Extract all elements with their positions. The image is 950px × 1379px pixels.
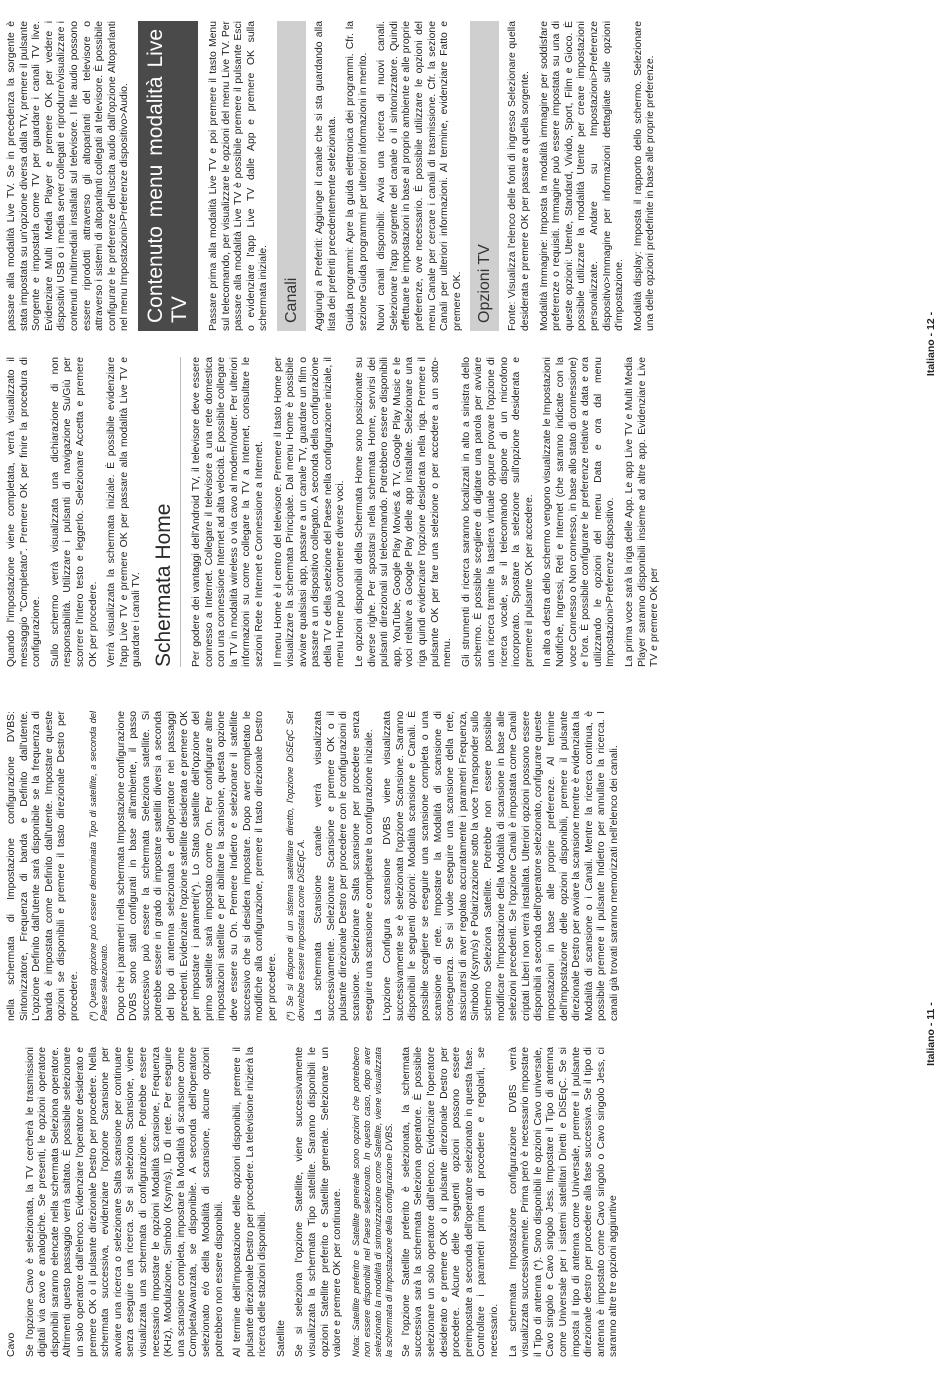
page-11-column-left <box>6 1047 911 1357</box>
page-12-column-right <box>6 21 911 331</box>
heading-live-tv-menu: Contenuto menu modalità Live TV <box>138 21 198 331</box>
page-11-column-right <box>6 711 911 1021</box>
paragraph: La prima voce sarà la riga delle App. Le app Live TV e Multi Media Player saranno disponibili insieme ad altre app. Evidenziare Live TV e premere OK per <box>623 357 661 667</box>
paragraph: passare alla modalità Live TV. Se in precedenza la sorgente è stata impostata su un'opzione diversa dalla TV, premere il pulsante Sorgente e impostarla come TV per guardare i canali TV live. Evidenziare Multi Media Player e premere OK per vedere i dispositivi USB o i media server collegati e riprodurre/visualizzare i contenuti multimediali installati sul televisore. I file audio possono essere riprodotti attraverso gli altoparlanti del televisore o attraverso i sistemi di altoparlanti collegati al televisore. È possibile configurare le preferenze dell'uscita audio dall'opzione Altoparlanti nel menu Impostazioni>Preferenze dispositivo>Audio. <box>6 21 131 331</box>
heading-schermata-home: Schermata Home <box>152 357 181 667</box>
page-11-columns <box>6 711 911 1357</box>
section-title-satellite: Satellite <box>275 1320 287 1357</box>
note: Nota: Satellite preferito e Satellite generale sono opzioni che potrebbero non essere disponibili nel Paese selezionato. In questo caso, dopo aver selezionato la modalità di sintonizzazione come Satellite, viene visualizzata la schermata di Impostazione della configurazione DVBS. <box>350 1047 394 1357</box>
paragraph: L'opzione Configura scansione DVBS viene visualizzata successivamente se è selezionata l'opzione Scansione. Saranno disponibili le seguenti opzioni: Modalità scansione e Canali. È possibile scegliere se eseguire una scansione completa o una scansione di rete. Impostare la Modalità di scansione di conseguenza. Se si vuole eseguire una scansione della rete, assicurarsi di aver regolato accuratamente i parametri Frequenza, Simbolo (Ksym/s) e Polarizzazione sotto la voce Transponder sullo schermo Seleziona Satellite. Potrebbe non essere possibile modificare l'impostazione della Modalità di scansione in base alle selezioni precedenti. Se l'opzione Canali è impostata come Canali criptati Liberi non verrà installata. Ulteriori opzioni possono essere disponibili a seconda dell'operatore selezionato, configurare queste impostazioni in base alle proprie preferenze. Al termine dell'impostazione delle opzioni disponibili, premere il pulsante direzionale Destro per avviare la scansione mentre è evidenziata la Modalità di scansione o i Canali. Mentre la ricerca continua, è possibile premere il pulsante Indietro per annullare la ricerca. I canali già trovati saranno memorizzati nell'elenco dei canali. <box>382 711 620 1021</box>
paragraph: Gli strumenti di ricerca saranno localizzati in alto a sinistra dello schermo. È possibile scegliere di digitare una parola per avviare una ricerca tramite la tastiera virtuale oppure provare l'opzione di ricerca vocale, se il telecomando dispone di un microfono incorporato. Spostare la selezione sull'opzione desiderata e premere il pulsante OK per accedere. <box>460 357 535 667</box>
paragraph: In alto a destra dello schermo vengono visualizzate le Impostazioni Notifiche, Ingressi, Reti e Internet (che saranno indicate con la voce Connesso o Non connesso, in base allo stato di connessione) e l'ora. È possibile configurare le preferenze relative a data e ora utilizzando le opzioni del menu Data e ora dal menu Impostazioni>Preferenze dispositivo. <box>542 357 617 667</box>
paragraph: Quando l'impostazione viene completata, verrà visualizzato il messaggio "Completato". Premere OK per finire la procedura di configurazione. <box>6 357 43 667</box>
paragraph: Aggiungi a Preferiti: Aggiunge il canale che si sta guardando alla lista dei preferiti precedentemente selezionata. <box>313 21 338 331</box>
paragraph: Se si seleziona l'opzione Satellite, viene successivamente visualizzata la schermata Tipo satellite. Saranno disponibili le opzioni Satellite preferito e Satellite generale. Selezionare un valore e premere OK per continuare. <box>294 1047 344 1357</box>
section-title-cavo: Cavo <box>6 1332 17 1357</box>
paragraph: Nuovi canali disponibili: Avvia una ricerca di nuovi canali. Selezionare l'app sorgente del canale o il sintonizzatore. Quindi effettuare le impostazioni in base al proprio ambiente e alle proprie preferenze, ove necessario. È possibile utilizzare le opzioni del menu Canale per cercare i canali di trasmissione. Cfr. la sezione Canali per ulteriori informazioni. Al termine, evidenziare Fatto e premere OK. <box>376 21 463 331</box>
note: (*) Se si dispone di un sistema satellitare diretto, l'opzione DiSEqC Set dovrebbe essere impostata come DiSEqC A. <box>285 711 307 1021</box>
note: (*) Questa opzione può essere denominata Tipo di satellite, a seconda del Paese selezionato. <box>87 711 109 1021</box>
heading-opzioni-tv: Opzioni TV <box>470 21 499 331</box>
paragraph: Sullo schermo verrà visualizzata una dichiarazione di non responsabilità. Utilizzare i pulsanti di navigazione Su/Giù per scorrere l'intero testo e leggerlo. Selezionare Accetta e premere OK per procedere. <box>49 357 99 667</box>
paragraph: Modalità Immagine: Imposta la modalità immagine per soddisfare preferenze o requisiti. Immagine può essere impostata su una di queste opzioni: Utente, Standard, Vivido, Sport, Film e Gioco. È possibile utilizzare la modalità Utente per creare impostazioni personalizzate. Andare su Impostazioni>Preferenze dispositivo>Immagine per informazioni dettagliate sulle opzioni d'impostazione. <box>538 21 626 331</box>
heading-canali: Canali <box>277 21 306 331</box>
page-12 <box>0 0 950 689</box>
paragraph: nella schermata di Impostazione configurazione DVBS: Sintonizzatore, Frequenza di banda e Definito dall'utente. L'opzione Definito dall'utente sarà disponibile se la frequenza di banda è impostata come Definito dall'utente. Impostare queste opzioni se disponibili e premere il tasto direzionale Destro per procedere. <box>6 711 80 1021</box>
paragraph: Guida programmi: Apre la guida elettronica dei programmi. Cfr. la sezione Guida programmi per ulteriori informazioni in merito. <box>345 21 369 331</box>
paragraph: Se l'opzione Cavo è selezionata, la TV cercherà le trasmissioni digitali via cavo e analogiche. Se presenti, le opzioni operatore disponibili saranno elencate nella schermata Seleziona operatore. Altrimenti questo passaggio verrà saltato. È possibile selezionare un solo operatore dall'elenco. Evidenziare l'operatore desiderato e premere OK o il pulsante direzionale Destro per procedere. Nella schermata successiva, evidenziare l'opzione Scansione per avviare una ricerca o selezionare Salta scansione per continuare senza eseguire una ricerca. Se si seleziona Scansione, viene visualizzata una schermata di configurazione. Potrebbe essere necessario impostare le opzioni Modalità scansione, Frequenza (KHz), Modulazione, Simbolo (Ksym/s), ID di rete. Per eseguire una scansione completa, impostare la Modalità di scansione come Completa/Avanzata, se disponibile. A seconda dell'operatore selezionato e/o della Modalità di scansione, alcune opzioni potrebbero non essere disponibili. <box>24 1047 225 1357</box>
paragraph: Se l'opzione Satellite preferito è selezionata, la schermata successiva sarà la schermata Seleziona operatore. È possibile selezionare un solo operatore dall'elenco. Evidenziare l'operatore desiderato e premere OK o il pulsante direzionale Destro per procedere. Alcune delle seguenti opzioni possono essere preimpostate a seconda dell'operatore selezionato in questa fase. Controllare i parametri prima di procedere e regolarli, se necessario. <box>400 1047 500 1357</box>
paragraph: Passare prima alla modalità Live TV e poi premere il tasto Menu sul telecomando, per visualizzare le opzioni del menu Live TV. Per passare alla modalità Live TV è possibile premere il pulsante Esci o evidenziare l'app Live TV dalle App e premere OK sulla schermata iniziale. <box>207 21 270 331</box>
page-12-columns <box>6 21 911 667</box>
paragraph: La schermata Impostazione configurazione DVBS verrà visualizzata successivamente. Prima però è necessario impostare il Tipo di antenna (*). Sono disponibili le opzioni Cavo universale, Cavo singolo e Cavo singolo Jess. Impostare il Tipo di antenna come Universale per i sistemi satellitari Diretti e DiSEqC. Se si imposta il tipo di antenna come Universale, premere il pulsante direzionale destro per procedere alla fase successiva. Se il tipo di antenna è impostato come Cavo singolo o Cavo singolo Jess, ci saranno altre tre opzioni aggiuntive <box>507 1047 620 1357</box>
paragraph: Le opzioni disponibili della Schermata Home sono posizionate su diverse righe. Per spostarsi nella schermata Home, servirsi dei pulsanti direzionali sul telecomando. Potrebbero essere disponibili app, YouTube, Google Play Movies & TV, Google Play Music e le voci relative a Google Play delle app installate. Selezionare una riga quindi evidenziare l'opzione desiderata nella riga. Premere il pulsante OK per fare una selezione o per accedere a un sotto-menu. <box>354 357 454 667</box>
paragraph: Per godere dei vantaggi dell'Android TV, il televisore deve essere connesso a Internet. Collegare il televisore a una rete domestica con una connessione Internet ad alta velocità. È possibile collegare la TV in modalità wireless o via cavo al modem/router. Per ulteriori informazioni su come collegare la TV a Internet, consultare le sezioni Rete e Internet e Connessione a Internet. <box>190 357 265 667</box>
paragraph: Il menu Home è il centro del televisore. Premere il tasto Home per visualizzare la schermata Principale. Dal menu Home è possibile avviare qualsiasi app, passare a un canale TV, guardare un film o passare a un dispositivo collegato. A seconda della configurazione della TV e della selezione del Paese nella configurazione iniziale, il menu Home può contenere diverse voci. <box>272 357 347 667</box>
paragraph: Al termine dell'impostazione delle opzioni disponibili, premere il pulsante direzionale Destro per procedere. La televisione inizierà la ricerca delle stazioni disponibili. <box>232 1047 269 1357</box>
paragraph: Verrà visualizzata la schermata iniziale. È possibile evidenziare l'app Live TV e premere OK per passare alla modalità Live TV e guardare i canali TV. <box>106 357 143 667</box>
page-footer: Italiano - 12 - <box>925 311 937 377</box>
paragraph: Modalità display: Imposta il rapporto dello schermo. Selezionare una delle opzioni predefinite in base alle proprie preferenze. <box>632 21 657 331</box>
page-12-column-left <box>6 357 911 667</box>
paragraph: Fonte: Visualizza l'elenco delle fonti di ingresso Selezionare quella desiderata e premere OK per passare a quella sorgente. <box>507 21 532 331</box>
paragraph: Dopo che i parametri nella schermata Impostazione configurazione DVBS sono stati configurati in base all'ambiente, il passo successivo può essere la schermata Seleziona satellite. Si potrebbe essere in grado di impostare satelliti diversi a seconda del tipo di antenna selezionata e dell'operatore nei passaggi precedenti. Evidenziare l'opzione satellite desiderata e premere OK per impostare i parametri(*). Lo Stato satellite dell'opzione del primo satellite sarà impostato come On. Per configurare altre impostazioni satellite e per abilitare la scansione, questa opzione deve essere su On. Premere Indietro e selezionare il satellite successivo che si desidera impostare. Dopo aver completato le modifiche alla configurazione, premere il tasto direzionale Destro per procedere. <box>115 711 278 1021</box>
page-footer: Italiano - 11 - <box>925 1002 937 1066</box>
paragraph: La schermata Scansione canale verrà visualizzata successivamente. Selezionare Scansione e premere OK o il pulsante direzionale Destro per procedere con le configurazioni di scansione. Selezionare Salta scansione per procedere senza eseguire una scansione e completare la configurazione iniziale. <box>313 711 375 1021</box>
page-11 <box>0 689 950 1379</box>
